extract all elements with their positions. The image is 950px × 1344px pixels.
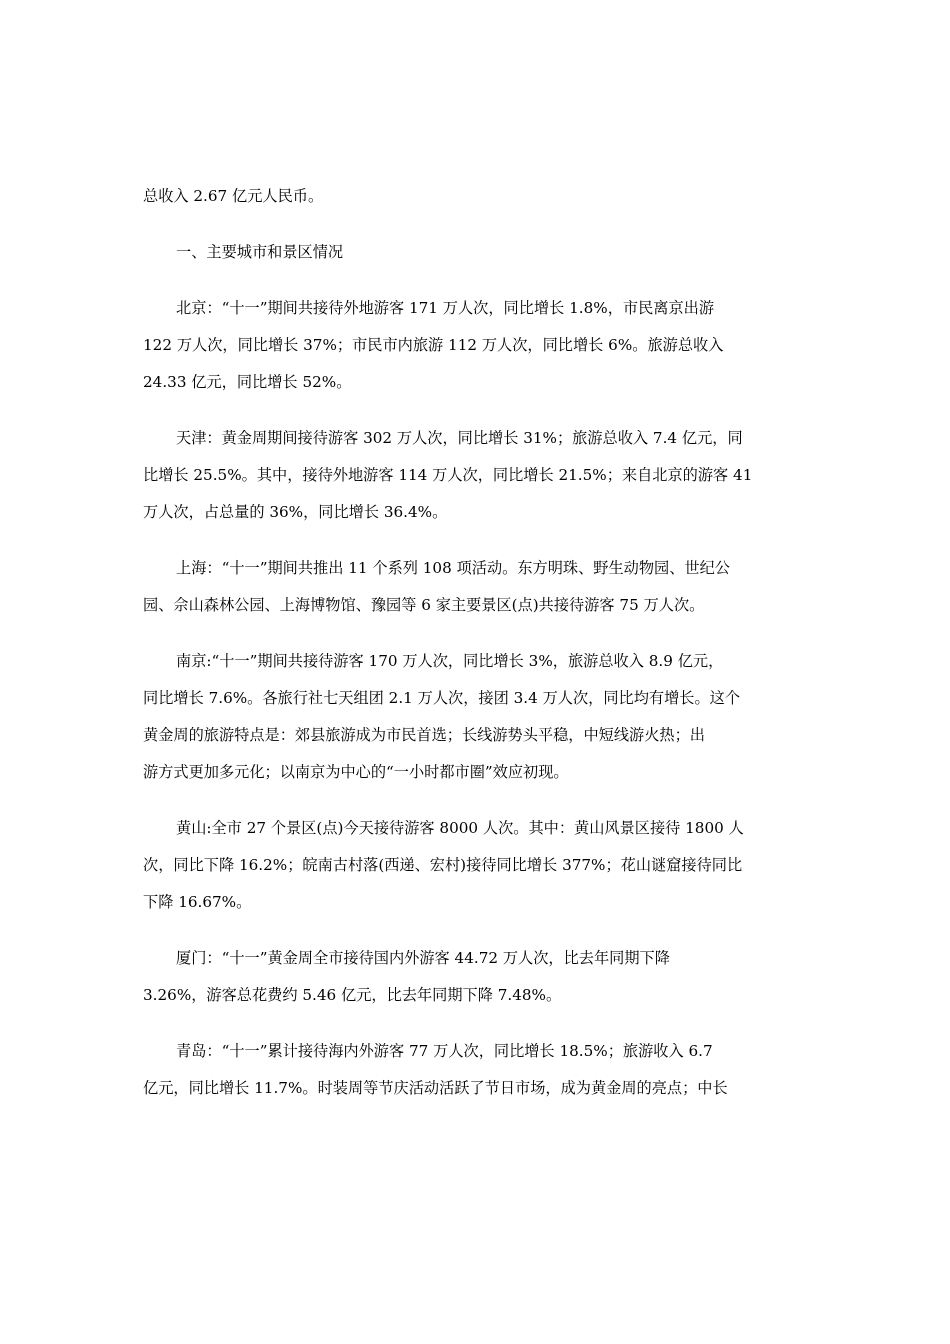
- text-line: 亿元，同比增长 11.7%。时装周等节庆活动活跃了节日市场，成为黄金周的亮点；中长: [143, 1079, 728, 1097]
- paragraph-huangshan: [143, 810, 807, 921]
- paragraph-nanjing: [143, 643, 807, 791]
- text-line: 北京：“十一”期间共接待外地游客 171 万人次，同比增长 1.8%，市民离京出游: [176, 299, 715, 317]
- text-line: 3.26%，游客总花费约 5.46 亿元，比去年同期下降 7.48%。: [143, 986, 562, 1004]
- paragraph-xiamen: [143, 940, 807, 1014]
- text-line: 黄金周的旅游特点是：郊县旅游成为市民首选；长线游势头平稳，中短线游火热；出: [143, 726, 705, 744]
- text-line: 天津：黄金周期间接待游客 302 万人次，同比增长 31%；旅游总收入 7.4 亿元，同: [176, 429, 743, 447]
- text-line: 上海：“十一”期间共推出 11 个系列 108 项活动。东方明珠、野生动物园、世纪公: [176, 559, 730, 577]
- text-line: 总收入 2.67 亿元人民币。: [143, 187, 324, 205]
- text-line: 24.33 亿元，同比增长 52%。: [143, 373, 352, 391]
- paragraph-shanghai: [143, 550, 807, 624]
- text-line: 青岛：“十一”累计接待海内外游客 77 万人次，同比增长 18.5%；旅游收入 6.7: [176, 1042, 713, 1060]
- text-line: 厦门：“十一”黄金周全市接待国内外游客 44.72 万人次，比去年同期下降: [176, 949, 670, 967]
- paragraph-beijing: [143, 290, 807, 401]
- document-body: [143, 178, 807, 1126]
- paragraph-total-income: [143, 178, 807, 215]
- text-line: 122 万人次，同比增长 37%；市民市内旅游 112 万人次，同比增长 6%。旅游总收入: [143, 336, 724, 354]
- paragraph-tianjin: [143, 420, 807, 531]
- text-line: 游方式更加多元化；以南京为中心的“一小时都市圈”效应初现。: [143, 763, 569, 781]
- text-line: 一、主要城市和景区情况: [176, 243, 344, 261]
- text-line: 南京:“十一”期间共接待游客 170 万人次，同比增长 3%，旅游总收入 8.9 亿元，: [176, 652, 724, 670]
- text-line: 次，同比下降 16.2%；皖南古村落(西递、宏村)接待同比增长 377%；花山谜窟接待同比: [143, 856, 743, 874]
- text-line: 园、佘山森林公园、上海博物馆、豫园等 6 家主要景区(点)共接待游客 75 万人次。: [143, 596, 705, 614]
- text-line: 比增长 25.5%。其中，接待外地游客 114 万人次，同比增长 21.5%；来自北京的游客 41: [143, 466, 753, 484]
- text-line: 黄山:全市 27 个景区(点)今天接待游客 8000 人次。其中：黄山风景区接待 1800 人: [176, 819, 744, 837]
- text-line: 万人次，占总量的 36%，同比增长 36.4%。: [143, 503, 448, 521]
- text-line: 同比增长 7.6%。各旅行社七天组团 2.1 万人次，接团 3.4 万人次，同比均有增长。这个: [143, 689, 741, 707]
- paragraph-qingdao: [143, 1033, 807, 1107]
- section-heading: [143, 234, 807, 271]
- text-line: 下降 16.67%。: [143, 893, 252, 911]
